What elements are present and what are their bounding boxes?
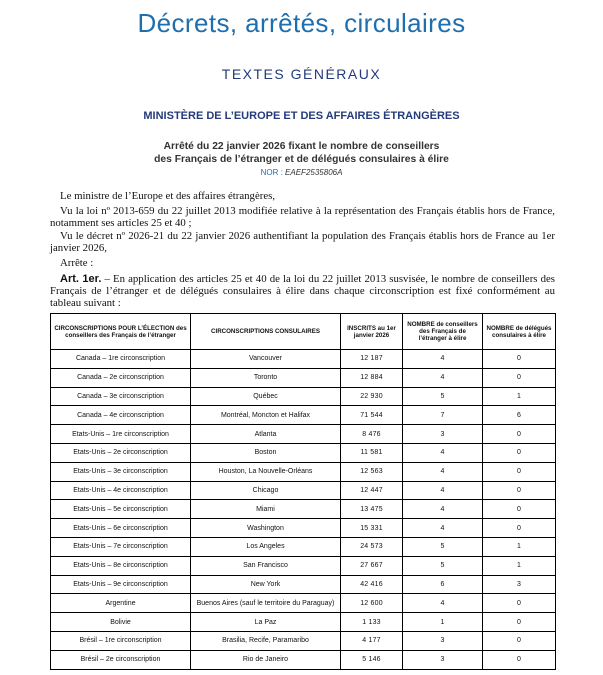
- cell-electoral-circonscription: Etats-Unis – 9e circonscription: [51, 575, 191, 594]
- ministry-heading: MINISTÈRE DE L’EUROPE ET DES AFFAIRES ÉTRANGÈRES: [143, 110, 460, 122]
- decree-title: [0, 140, 603, 166]
- cell-councillors: 3: [403, 631, 483, 650]
- cell-electoral-circonscription: Etats-Unis – 7e circonscription: [51, 537, 191, 556]
- article-1-paragraph: [50, 273, 555, 309]
- cell-consular-circonscription: La Paz: [191, 613, 341, 632]
- cell-electoral-circonscription: Argentine: [51, 594, 191, 613]
- nor-label: NOR :: [260, 168, 283, 177]
- cell-consular-circonscription: New York: [191, 575, 341, 594]
- table-row: [51, 387, 556, 406]
- cell-consular-circonscription: San Francisco: [191, 556, 341, 575]
- nor-code: EAEF2535806A: [285, 168, 343, 177]
- column-header-delegates: NOMBRE de délégués consulaires à élire: [483, 314, 556, 350]
- cell-consular-circonscription: Chicago: [191, 481, 341, 500]
- cell-electoral-circonscription: Etats-Unis – 6e circonscription: [51, 519, 191, 538]
- table-row: [51, 650, 556, 669]
- cell-electoral-circonscription: Etats-Unis – 1re circonscription: [51, 425, 191, 444]
- journal-section-banner: Décrets, arrêtés, circulaires: [137, 8, 466, 38]
- cell-consular-circonscription: Rio de Janeiro: [191, 650, 341, 669]
- cell-consular-circonscription: Miami: [191, 500, 341, 519]
- cell-electoral-circonscription: Bolivie: [51, 613, 191, 632]
- table-row: [51, 481, 556, 500]
- cell-registered: 1 133: [341, 613, 403, 632]
- cell-consular-circonscription: Québec: [191, 387, 341, 406]
- cell-electoral-circonscription: Etats-Unis – 8e circonscription: [51, 556, 191, 575]
- cell-consular-circonscription: Montréal, Moncton et Halifax: [191, 406, 341, 425]
- table-row: [51, 631, 556, 650]
- nor-reference: [0, 168, 603, 177]
- cell-councillors: 7: [403, 406, 483, 425]
- cell-councillors: 4: [403, 443, 483, 462]
- cell-councillors: 4: [403, 594, 483, 613]
- cell-consular-circonscription: Los Angeles: [191, 537, 341, 556]
- cell-registered: 27 667: [341, 556, 403, 575]
- cell-delegates: 0: [483, 519, 556, 538]
- cell-registered: 5 146: [341, 650, 403, 669]
- cell-registered: 12 563: [341, 462, 403, 481]
- visa-decree-paragraph: Vu le décret nº 2026-21 du 22 janvier 2026 authentifiant la population des Français établis hors de France au 1er janvier 2026,: [50, 230, 555, 254]
- cell-delegates: 0: [483, 631, 556, 650]
- cell-delegates: 0: [483, 368, 556, 387]
- cell-delegates: 0: [483, 500, 556, 519]
- cell-electoral-circonscription: Canada – 1re circonscription: [51, 350, 191, 369]
- cell-electoral-circonscription: Etats-Unis – 5e circonscription: [51, 500, 191, 519]
- cell-registered: 24 573: [341, 537, 403, 556]
- cell-delegates: 0: [483, 443, 556, 462]
- table-row: [51, 556, 556, 575]
- cell-consular-circonscription: Buenos Aires (sauf le territoire du Paraguay): [191, 594, 341, 613]
- cell-councillors: 4: [403, 481, 483, 500]
- cell-registered: 22 930: [341, 387, 403, 406]
- article-1-text: – En application des articles 25 et 40 de la loi du 22 juillet 2013 susvisée, le nombre de conseillers des Français de l’étranger et de délégués consulaires à élire dans chaque circonscription est fixé conformément au tableau suivant :: [50, 273, 556, 309]
- cell-consular-circonscription: Vancouver: [191, 350, 341, 369]
- visa-law-paragraph: Vu la loi nº 2013-659 du 22 juillet 2013 modifiée relative à la représentation des Français établis hors de France, notamment ses articles 25 et 40 ;: [50, 205, 555, 229]
- cell-councillors: 4: [403, 368, 483, 387]
- cell-registered: 12 447: [341, 481, 403, 500]
- cell-electoral-circonscription: Etats-Unis – 3e circonscription: [51, 462, 191, 481]
- column-header-electoral-circonscription: CIRCONSCRIPTIONS POUR L’ÉLECTION des conseillers des Français de l’étranger: [51, 314, 191, 350]
- cell-delegates: 3: [483, 575, 556, 594]
- table-row: [51, 537, 556, 556]
- arrete-paragraph: Arrête :: [60, 257, 94, 269]
- cell-consular-circonscription: Boston: [191, 443, 341, 462]
- column-header-councillors: NOMBRE de conseillers des Français de l’étranger à élire: [403, 314, 483, 350]
- cell-registered: 8 476: [341, 425, 403, 444]
- cell-electoral-circonscription: Etats-Unis – 4e circonscription: [51, 481, 191, 500]
- cell-councillors: 4: [403, 462, 483, 481]
- table-row: [51, 500, 556, 519]
- table-header-row: [51, 314, 556, 350]
- cell-consular-circonscription: Toronto: [191, 368, 341, 387]
- cell-councillors: 4: [403, 519, 483, 538]
- cell-councillors: 4: [403, 500, 483, 519]
- cell-delegates: 0: [483, 594, 556, 613]
- cell-registered: 12 600: [341, 594, 403, 613]
- table-row: [51, 462, 556, 481]
- cell-councillors: 1: [403, 613, 483, 632]
- table-row: [51, 519, 556, 538]
- cell-registered: 4 177: [341, 631, 403, 650]
- cell-councillors: 3: [403, 425, 483, 444]
- cell-delegates: 1: [483, 537, 556, 556]
- cell-registered: 71 544: [341, 406, 403, 425]
- cell-registered: 12 884: [341, 368, 403, 387]
- table-row: [51, 350, 556, 369]
- cell-delegates: 0: [483, 481, 556, 500]
- column-header-consular-circonscription: CIRCONSCRIPTIONS CONSULAIRES: [191, 314, 341, 350]
- cell-delegates: 0: [483, 425, 556, 444]
- cell-councillors: 5: [403, 556, 483, 575]
- cell-councillors: 5: [403, 387, 483, 406]
- table-row: [51, 368, 556, 387]
- decree-title-line-1: Arrêté du 22 janvier 2026 fixant le nombre de conseillers: [163, 141, 440, 152]
- table-row: [51, 443, 556, 462]
- cell-delegates: 0: [483, 650, 556, 669]
- cell-delegates: 6: [483, 406, 556, 425]
- cell-delegates: 0: [483, 613, 556, 632]
- cell-delegates: 0: [483, 350, 556, 369]
- article-1-label: Art. 1er.: [60, 273, 102, 285]
- cell-registered: 15 331: [341, 519, 403, 538]
- cell-electoral-circonscription: Canada – 2e circonscription: [51, 368, 191, 387]
- decree-title-line-2: des Français de l’étranger et de délégués consulaires à élire: [154, 154, 449, 165]
- cell-consular-circonscription: Houston, La Nouvelle-Orléans: [191, 462, 341, 481]
- cell-registered: 11 581: [341, 443, 403, 462]
- cell-councillors: 3: [403, 650, 483, 669]
- cell-electoral-circonscription: Brésil – 2e circonscription: [51, 650, 191, 669]
- cell-registered: 42 416: [341, 575, 403, 594]
- table-row: [51, 613, 556, 632]
- cell-councillors: 5: [403, 537, 483, 556]
- cell-consular-circonscription: Washington: [191, 519, 341, 538]
- cell-electoral-circonscription: Brésil – 1re circonscription: [51, 631, 191, 650]
- table-row: [51, 425, 556, 444]
- cell-electoral-circonscription: Canada – 3e circonscription: [51, 387, 191, 406]
- cell-registered: 12 187: [341, 350, 403, 369]
- cell-councillors: 6: [403, 575, 483, 594]
- cell-delegates: 1: [483, 387, 556, 406]
- table-row: [51, 575, 556, 594]
- cell-registered: 13 475: [341, 500, 403, 519]
- column-header-registered: INSCRITS au 1er janvier 2026: [341, 314, 403, 350]
- table-row: [51, 594, 556, 613]
- table-body: [51, 350, 556, 670]
- cell-electoral-circonscription: Canada – 4e circonscription: [51, 406, 191, 425]
- cell-councillors: 4: [403, 350, 483, 369]
- cell-consular-circonscription: Brasilia, Recife, Paramaribo: [191, 631, 341, 650]
- cell-electoral-circonscription: Etats-Unis – 2e circonscription: [51, 443, 191, 462]
- circonscriptions-table: [50, 313, 556, 670]
- section-heading: TEXTES GÉNÉRAUX: [221, 66, 382, 82]
- table-row: [51, 406, 556, 425]
- cell-consular-circonscription: Atlanta: [191, 425, 341, 444]
- minister-paragraph: Le ministre de l’Europe et des affaires étrangères,: [60, 190, 276, 202]
- cell-delegates: 0: [483, 462, 556, 481]
- cell-delegates: 1: [483, 556, 556, 575]
